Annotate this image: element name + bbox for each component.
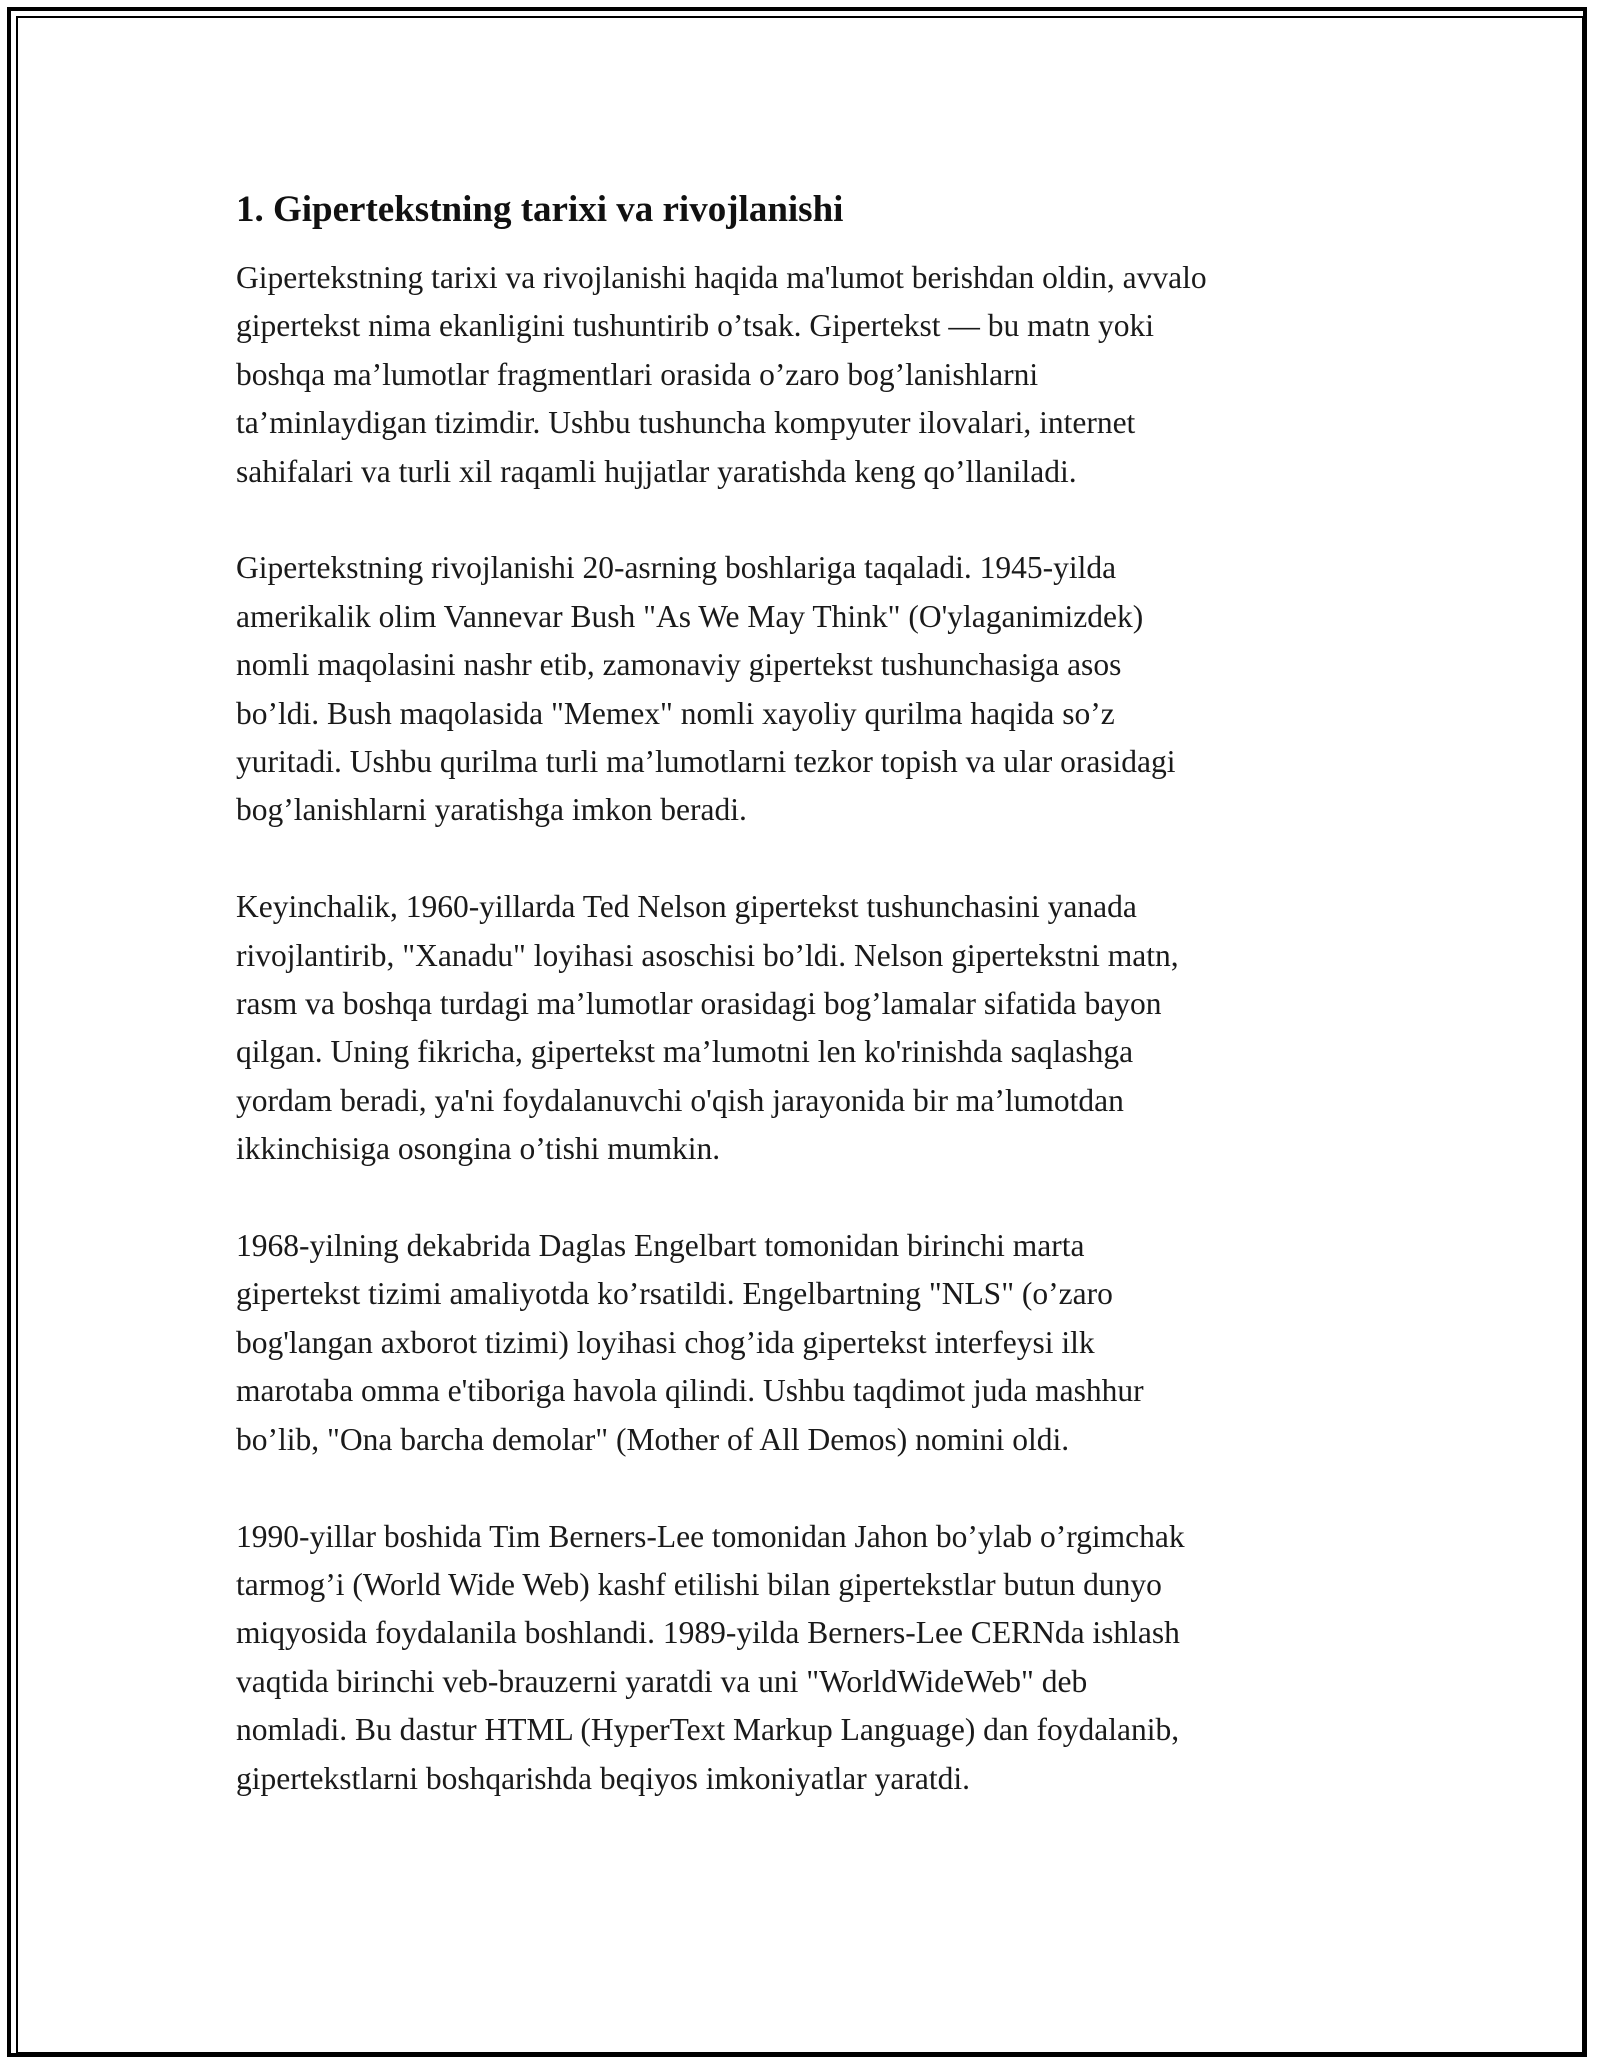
paragraph-line: gipertekstlarni boshqarishda beqiyos imkoniyatlar yaratdi. <box>236 1760 970 1796</box>
paragraph-line: nomladi. Bu dastur HTML (HyperText Markup Language) dan foydalanib, <box>236 1712 1180 1748</box>
paragraph-line: bog’lanishlarni yaratishga imkon beradi. <box>236 792 747 828</box>
paragraph-line: bog'langan axborot tizimi) loyihasi chog’ida gipertekst interfeysi ilk <box>236 1324 1095 1360</box>
paragraph-line: qilgan. Uning fikricha, gipertekst ma’lumotni len ko'rinishda saqlashga <box>236 1034 1134 1070</box>
paragraph-line: Gipertekstning tarixi va rivojlanishi haqida ma'lumot berishdan oldin, avvalo <box>236 260 1207 295</box>
paragraph-line: sahifalari va turli xil raqamli hujjatlar yaratishda keng qo’llaniladi. <box>236 453 1077 489</box>
paragraph-line: nomli maqolasini nashr etib, zamonaviy gipertekst tushunchasiga asos <box>236 647 1122 683</box>
paragraph-line: yuritadi. Ushbu qurilma turli ma’lumotlarni tezkor topish va ular orasidagi <box>236 744 1176 780</box>
paragraph-line: gipertekst tizimi amaliyotda ko’rsatildi. Engelbartning "NLS" (o’zaro <box>236 1276 1113 1312</box>
paragraph-line: boshqa ma’lumotlar fragmentlari orasida o’zaro bog’lanishlarni <box>236 356 1039 392</box>
paragraph-line: rivojlantirib, "Xanadu" loyihasi asoschisi bo’ldi. Nelson gipertekstni matn, <box>236 937 1179 973</box>
paragraph-line: rasm va boshqa turdagi ma’lumotlar orasidagi bog’lamalar sifatida bayon <box>236 986 1162 1022</box>
paragraph-line: 1968-yilning dekabrida Daglas Engelbart tomonidan birinchi marta <box>236 1228 1085 1264</box>
paragraph-line: gipertekst nima ekanligini tushuntirib o’tsak. Gipertekst — bu matn yoki <box>236 308 1155 344</box>
paragraph-line: tarmog’i (World Wide Web) kashf etilishi bilan gipertekstlar butun dunyo <box>236 1566 1162 1602</box>
paragraph-line: ikkinchisiga osongina o’tishi mumkin. <box>236 1131 721 1167</box>
paragraph-3 <box>236 883 1396 1173</box>
paragraph-line: ta’minlaydigan tizimdir. Ushbu tushuncha kompyuter ilovalari, internet <box>236 405 1136 441</box>
paragraph-line: bo’ldi. Bush maqolasida "Memex" nomli xayoliy qurilma haqida so’z <box>236 695 1115 731</box>
paragraph-line: vaqtida birinchi veb-brauzerni yaratdi va uni "WorldWideWeb" deb <box>236 1663 1088 1699</box>
paragraph-4 <box>236 1222 1396 1464</box>
paragraph-line: marotaba omma e'tiboriga havola qilindi. Ushbu taqdimot juda mashhur <box>236 1373 1144 1409</box>
paragraph-line: Gipertekstning rivojlanishi 20-asrning boshlariga taqaladi. 1945-yilda <box>236 550 1117 586</box>
paragraph-line: miqyosida foydalanila boshlandi. 1989-yilda Berners-Lee CERNda ishlash <box>236 1615 1180 1651</box>
paragraph-line: bo’lib, "Ona barcha demolar" (Mother of All Demos) nomini oldi. <box>236 1421 1070 1457</box>
page-title: 1. Gipertekstning tarixi va rivojlanishi <box>236 189 844 230</box>
paragraph-1 <box>236 254 1396 496</box>
paragraph-2 <box>236 544 1396 834</box>
paragraph-line: 1990-yillar boshida Tim Berners-Lee tomonidan Jahon bo’ylab o’rgimchak <box>236 1518 1185 1554</box>
document-body <box>236 186 1396 1851</box>
paragraph-line: amerikalik olim Vannevar Bush "As We May Think" (O'ylaganimizdek) <box>236 598 1144 634</box>
paragraph-line: Keyinchalik, 1960-yillarda Ted Nelson gipertekst tushunchasini yanada <box>236 889 1137 925</box>
paragraph-5 <box>236 1513 1396 1803</box>
paragraph-line: yordam beradi, ya'ni foydalanuvchi o'qish jarayonida bir ma’lumotdan <box>236 1082 1124 1118</box>
